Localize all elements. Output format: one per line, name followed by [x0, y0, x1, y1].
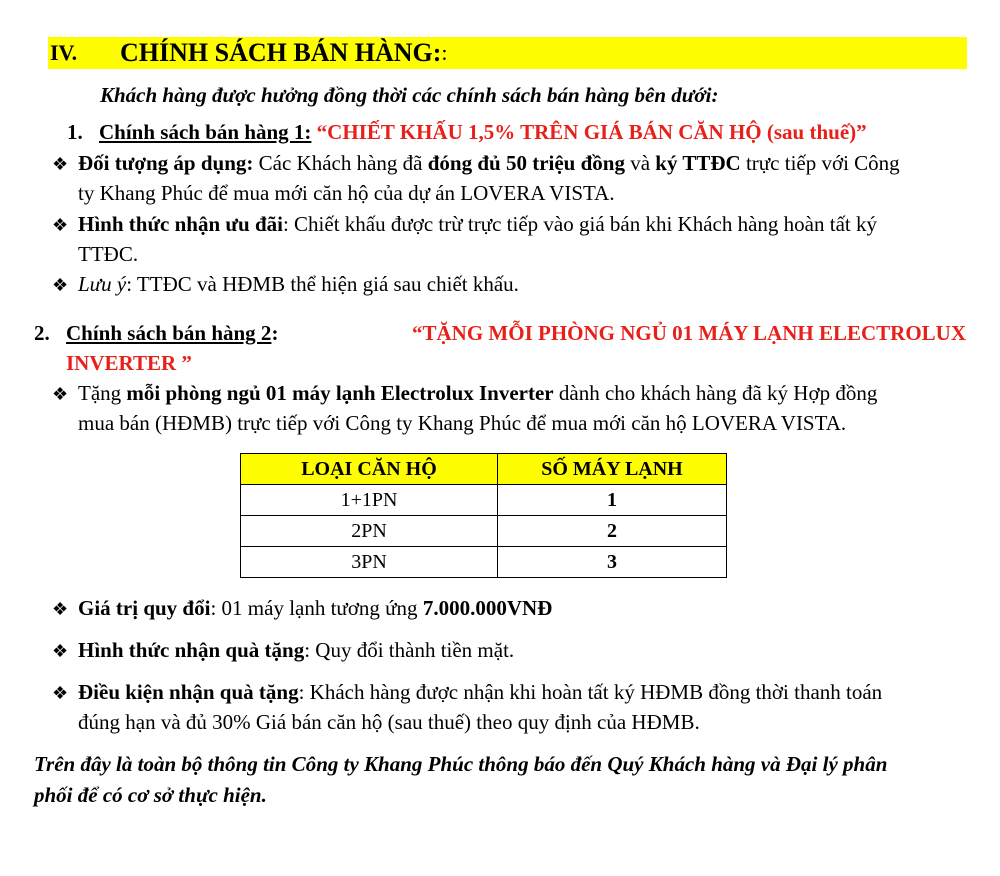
bullet-gift-condition-line2: đúng hạn và đủ 30% Giá bán căn hộ (sau thuế) theo quy định của HĐMB.	[78, 710, 700, 734]
bullet-text: trực tiếp với Công	[740, 151, 900, 175]
bullet-gift-condition	[52, 677, 882, 708]
policy1-bullet-note	[52, 269, 519, 300]
policy2-label: Chính sách bán hàng 2	[66, 321, 272, 345]
bullet-label: Hình thức nhận quà tặng	[78, 638, 305, 662]
bullet-text: : Quy đổi thành tiền mặt.	[304, 638, 515, 662]
table-cell-apartment-type: 3PN	[241, 547, 498, 578]
table-cell-ac-count: 2	[498, 516, 727, 547]
diamond-bullet-icon: ❖	[52, 641, 69, 661]
bullet-bold-text: ký TTĐC	[655, 151, 741, 175]
bullet-text: : Chiết khấu được trừ trực tiếp vào giá bán khi Khách hàng hoàn tất ký	[282, 212, 877, 236]
policy2-title-line1: “TẶNG MỖI PHÒNG NGỦ 01 MÁY LẠNH ELECTROLUX	[412, 321, 966, 345]
table-row	[241, 485, 727, 516]
table-header-row	[241, 454, 727, 485]
table-cell-apartment-type: 2PN	[241, 516, 498, 547]
bullet-text: : 01 máy lạnh tương ứng	[210, 596, 423, 620]
policy1-number: 1.	[67, 120, 83, 144]
policy1-bullet-eligibility	[52, 148, 967, 179]
diamond-bullet-icon: ❖	[52, 599, 69, 619]
diamond-bullet-icon: ❖	[52, 683, 69, 703]
policy2-title-line2: INVERTER ”	[66, 351, 192, 375]
bullet-bold-text: mỗi phòng ngủ 01 máy lạnh Electrolux Inverter	[126, 381, 554, 405]
bullet-label: Hình thức nhận ưu đãi	[78, 212, 283, 236]
policy1-bullet-form	[52, 209, 877, 240]
policy1-heading	[67, 117, 867, 147]
policy1-label: Chính sách bán hàng 1:	[99, 120, 312, 144]
bullet-text: : Khách hàng được nhận khi hoàn tất ký HĐMB đồng thời thanh toán	[298, 680, 883, 704]
bullet-text: Các Khách hàng đã	[253, 151, 428, 175]
table-row	[241, 516, 727, 547]
bullet-label: Giá trị quy đổi	[78, 596, 211, 620]
policy2-number: 2.	[34, 321, 50, 345]
intro-text: Khách hàng được hưởng đồng thời các chính sách bán hàng bên dưới:	[100, 83, 719, 107]
table-header-ac-count: SỐ MÁY LẠNH	[498, 454, 727, 485]
closing-line2: phối để có cơ sở thực hiện.	[34, 783, 267, 807]
section-number: IV.	[50, 40, 78, 65]
table-cell-ac-count: 1	[498, 485, 727, 516]
closing-line1: Trên đây là toàn bộ thông tin Công ty Khang Phúc thông báo đến Quý Khách hàng và Đại lý phân	[34, 752, 888, 776]
table-header-apartment-type: LOẠI CĂN HỘ	[241, 454, 498, 485]
policy2-heading	[34, 318, 966, 348]
section-heading	[48, 37, 967, 69]
bullet-text: và	[624, 151, 656, 175]
section-title: CHÍNH SÁCH BÁN HÀNG:	[120, 38, 442, 67]
policy2-colon: :	[271, 321, 279, 345]
bullet-gift-form	[52, 635, 514, 666]
bullet-bold-text: đóng đủ 50 triệu đồng	[427, 151, 625, 175]
bullet-label: Đối tượng áp dụng:	[78, 151, 254, 175]
table-cell-apartment-type: 1+1PN	[241, 485, 498, 516]
diamond-bullet-icon: ❖	[52, 384, 69, 404]
policy2-bullet-line2: mua bán (HĐMB) trực tiếp với Công ty Khang Phúc để mua mới căn hộ LOVERA VISTA.	[78, 411, 847, 435]
policy1-bullet-eligibility-line2: ty Khang Phúc để mua mới căn hộ của dự án LOVERA VISTA.	[78, 181, 615, 205]
diamond-bullet-icon: ❖	[52, 215, 69, 235]
policy2-bullet	[52, 378, 877, 409]
diamond-bullet-icon: ❖	[52, 154, 69, 174]
table-row	[241, 547, 727, 578]
bullet-bold-text: 7.000.000VNĐ	[422, 596, 553, 620]
policy1-title: “CHIẾT KHẤU 1,5% TRÊN GIÁ BÁN CĂN HỘ (sau thuế)”	[316, 120, 867, 144]
bullet-exchange-value	[52, 593, 552, 624]
policy1-bullet-form-line2: TTĐC.	[78, 242, 139, 266]
diamond-bullet-icon: ❖	[52, 275, 69, 295]
air-conditioner-table	[240, 453, 727, 578]
bullet-label: Điều kiện nhận quà tặng	[78, 680, 299, 704]
bullet-text: dành cho khách hàng đã ký Hợp đồng	[553, 381, 878, 405]
table-cell-ac-count: 3	[498, 547, 727, 578]
bullet-text: : TTĐC và HĐMB thể hiện giá sau chiết khấu.	[126, 272, 519, 296]
bullet-text: Tặng	[78, 381, 127, 405]
bullet-label: Lưu ý	[78, 272, 127, 296]
section-title-suffix: :	[441, 40, 448, 65]
